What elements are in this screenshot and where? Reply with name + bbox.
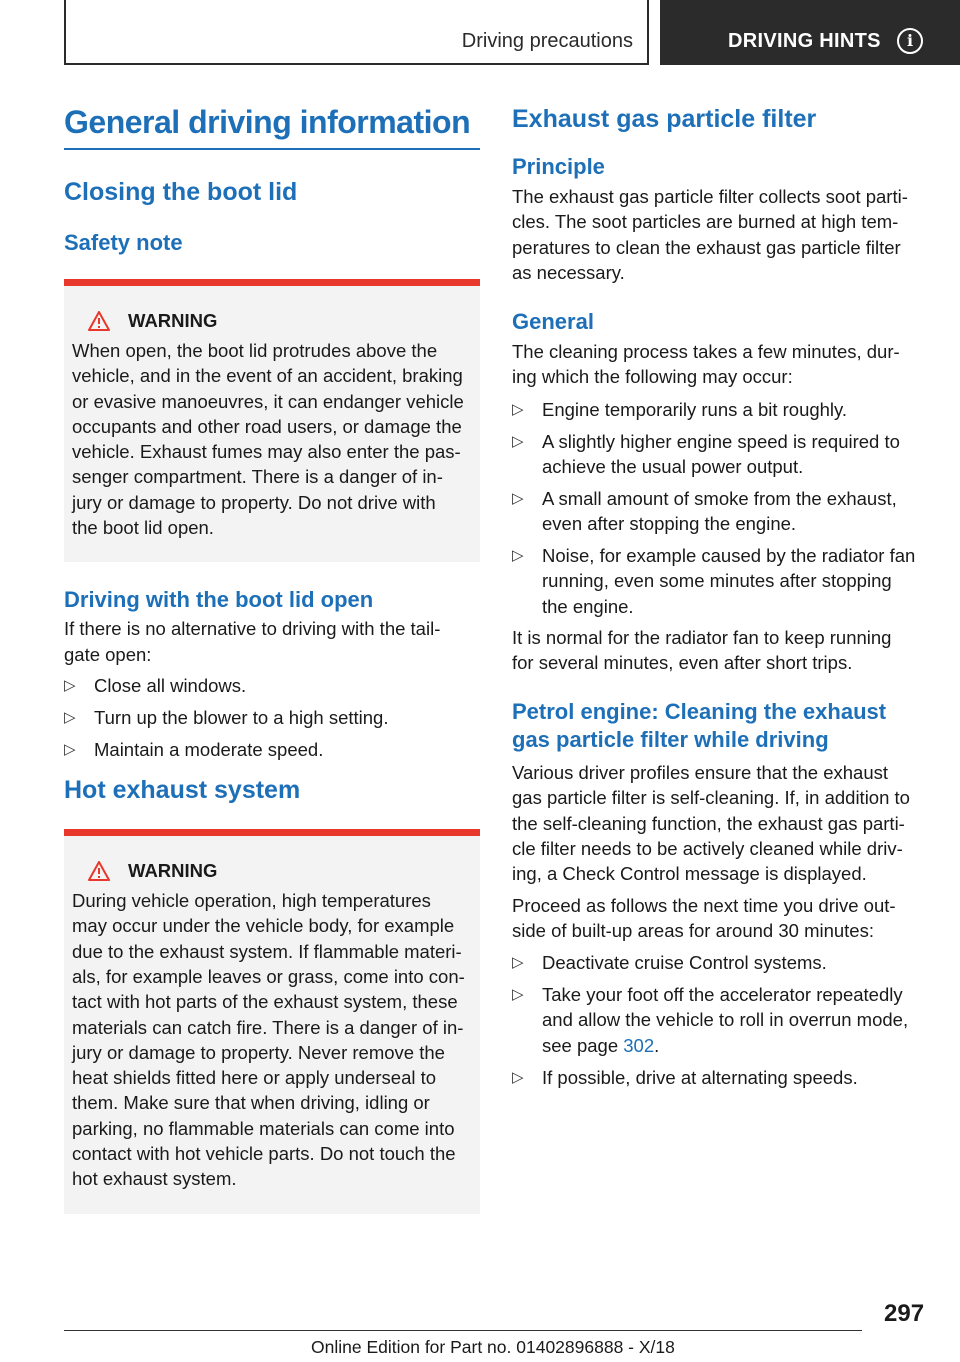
- warning-triangle-icon: [88, 861, 110, 881]
- header-section-title: Driving precautions: [461, 30, 633, 52]
- text-line: [542, 1033, 928, 1058]
- text-line: If there is no alternative to driving with the tail-: [64, 618, 441, 640]
- list-item: [512, 543, 928, 619]
- footer-edition: Online Edition for Part no. 01402896888 - X/18: [311, 1337, 675, 1357]
- text-line: vehicle. Exhaust fumes may also enter the pas-: [72, 441, 461, 463]
- text-line: ing which the following may occur:: [512, 366, 793, 388]
- left-column: [64, 100, 480, 1214]
- bullet-icon: ▷: [64, 740, 76, 758]
- general-heading: General: [512, 309, 594, 335]
- warning-text: [72, 888, 472, 1192]
- text-line: peratures to clean the exhaust gas particle filter: [512, 236, 901, 258]
- text-line: tact with hot parts of the exhaust system, these: [72, 991, 458, 1013]
- text-line: the engine.: [542, 595, 634, 617]
- text-line: may occur under the vehicle body, for example: [72, 915, 455, 937]
- page-link-302[interactable]: 302: [623, 1034, 655, 1056]
- list-item: [512, 982, 928, 1058]
- safety-note-heading: Safety note: [64, 230, 183, 255]
- text-line: parking, no flammable materials can come into: [72, 1117, 455, 1139]
- closing-boot-lid-heading: Closing the boot lid: [64, 178, 298, 206]
- driving-open-list: [64, 673, 480, 762]
- text-line: due to the exhaust system. If flammable materi-: [72, 940, 462, 962]
- text-line: When open, the boot lid protrudes above the: [72, 340, 438, 361]
- text-line: cles. The soot particles are burned at high tem-: [512, 211, 899, 233]
- bullet-icon: ▷: [64, 708, 76, 726]
- text-line: side of built-up areas for around 30 minutes:: [512, 919, 874, 941]
- text-line: heat shields fitted here or apply underseal to: [72, 1067, 437, 1089]
- warning-title: [88, 858, 472, 884]
- text-line: jury or damage to property. Never remove the: [72, 1041, 445, 1063]
- list-item-text: Maintain a moderate speed.: [94, 738, 324, 760]
- list-item: [512, 429, 928, 480]
- text-line: contact with hot vehicle parts. Do not touch the: [72, 1143, 456, 1165]
- header-chapter-title: DRIVING HINTS: [728, 30, 881, 52]
- page-title: General driving information: [64, 104, 471, 140]
- petrol-engine-heading: [512, 698, 928, 754]
- petrol-paragraph-1: [512, 760, 928, 886]
- text-line: Proceed as follows the next time you drive out-: [512, 894, 896, 916]
- hot-exhaust-heading: Hot exhaust system: [64, 776, 301, 805]
- text-line: running, even some minutes after stopping: [542, 570, 892, 592]
- text-line: vehicle, and in the event of an accident, braking: [72, 365, 463, 387]
- text-line: senger compartment. There is a danger of in-: [72, 466, 443, 488]
- list-item: [512, 397, 928, 422]
- text-line: Noise, for example caused by the radiator fan: [542, 545, 916, 567]
- text-line: and allow the vehicle to roll in overrun mode,: [542, 1009, 909, 1031]
- text-line: hot exhaust system.: [72, 1168, 237, 1190]
- exhaust-filter-heading: Exhaust gas particle filter: [512, 105, 817, 133]
- list-item: [64, 705, 480, 730]
- general-intro: [512, 339, 928, 390]
- bullet-icon: ▷: [512, 1068, 524, 1086]
- text-line: Various driver profiles ensure that the exhaust: [512, 762, 889, 784]
- text-line: cle filter needs to be actively cleaned while driv-: [512, 838, 903, 860]
- list-item: [512, 486, 928, 537]
- text-line: jury or damage to property. Do not drive with: [72, 491, 436, 513]
- heading-line: gas particle filter while driving: [512, 727, 829, 753]
- list-item: [512, 950, 928, 975]
- principle-text: [512, 184, 928, 285]
- text-line: occupants and other road users, or damage the: [72, 415, 462, 437]
- right-column: [512, 100, 928, 1096]
- footer-rule: [64, 1330, 862, 1331]
- text-fragment: .: [654, 1034, 660, 1056]
- text-line: materials can catch fire. There is a danger of in-: [72, 1016, 464, 1038]
- text-line: them. Make sure that when driving, idling or: [72, 1092, 430, 1114]
- warning-box-boot-lid: [64, 279, 480, 562]
- warning-text: [72, 338, 472, 540]
- text-line: for several minutes, even after short trips.: [512, 651, 853, 673]
- bullet-icon: ▷: [512, 432, 524, 450]
- general-list: [512, 397, 928, 619]
- warning-box-hot-exhaust: [64, 829, 480, 1214]
- bullet-icon: ▷: [64, 676, 76, 694]
- warning-label: WARNING: [128, 860, 218, 882]
- text-line: Take your foot off the accelerator repeatedly: [542, 984, 903, 1006]
- text-line: Deactivate cruise Control systems.: [542, 952, 827, 974]
- list-item: [64, 673, 480, 698]
- text-line: During vehicle operation, high temperatures: [72, 890, 431, 912]
- driving-open-heading: Driving with the boot lid open: [64, 587, 374, 613]
- text-line: A slightly higher engine speed is required to: [542, 430, 900, 452]
- list-item: [512, 1065, 928, 1090]
- bullet-icon: ▷: [512, 400, 524, 418]
- header-chapter-box: [660, 0, 960, 65]
- warning-label: WARNING: [128, 310, 218, 331]
- petrol-paragraph-2: [512, 893, 928, 944]
- text-line: the boot lid open.: [72, 517, 214, 539]
- bullet-icon: ▷: [512, 986, 524, 1004]
- text-fragment: see page: [542, 1034, 624, 1056]
- bullet-icon: ▷: [512, 547, 524, 565]
- text-line: the self-cleaning function, the exhaust gas parti-: [512, 812, 905, 834]
- warning-triangle-icon: [88, 311, 110, 331]
- text-line: gas particle filter is self-cleaning. If, in addition to: [512, 787, 910, 809]
- info-icon: i: [897, 28, 923, 54]
- bullet-icon: ▷: [512, 954, 524, 972]
- text-line: as necessary.: [512, 261, 625, 283]
- text-line: ing, a Check Control message is displayed.: [512, 863, 867, 885]
- text-line: gate open:: [64, 643, 152, 665]
- list-item-text: Close all windows.: [94, 674, 247, 696]
- text-line: als, for example leaves or grass, come into con-: [72, 965, 465, 987]
- title-rule: [64, 148, 480, 150]
- list-item: [64, 737, 480, 762]
- text-line: A small amount of smoke from the exhaust,: [542, 487, 897, 509]
- text-line: If possible, drive at alternating speeds.: [542, 1066, 858, 1088]
- text-line: or evasive manoeuvres, it can endanger vehicle: [72, 390, 464, 412]
- text-line: even after stopping the engine.: [542, 513, 797, 535]
- driving-open-intro: [64, 616, 480, 667]
- page-number: 297: [884, 1300, 925, 1327]
- text-line: achieve the usual power output.: [542, 455, 804, 477]
- header-section-box: [64, 0, 649, 65]
- bullet-icon: ▷: [512, 489, 524, 507]
- warning-title: [88, 308, 472, 334]
- text-line: Engine temporarily runs a bit roughly.: [542, 398, 848, 420]
- principle-heading: Principle: [512, 154, 605, 179]
- list-item-text: Turn up the blower to a high setting.: [94, 706, 389, 728]
- text-line: It is normal for the radiator fan to keep running: [512, 626, 892, 648]
- petrol-list: [512, 950, 928, 1090]
- text-line: The exhaust gas particle filter collects soot parti-: [512, 186, 908, 207]
- heading-line: Petrol engine: Cleaning the exhaust: [512, 699, 887, 725]
- text-line: The cleaning process takes a few minutes, dur-: [512, 341, 900, 363]
- general-outro: [512, 625, 928, 676]
